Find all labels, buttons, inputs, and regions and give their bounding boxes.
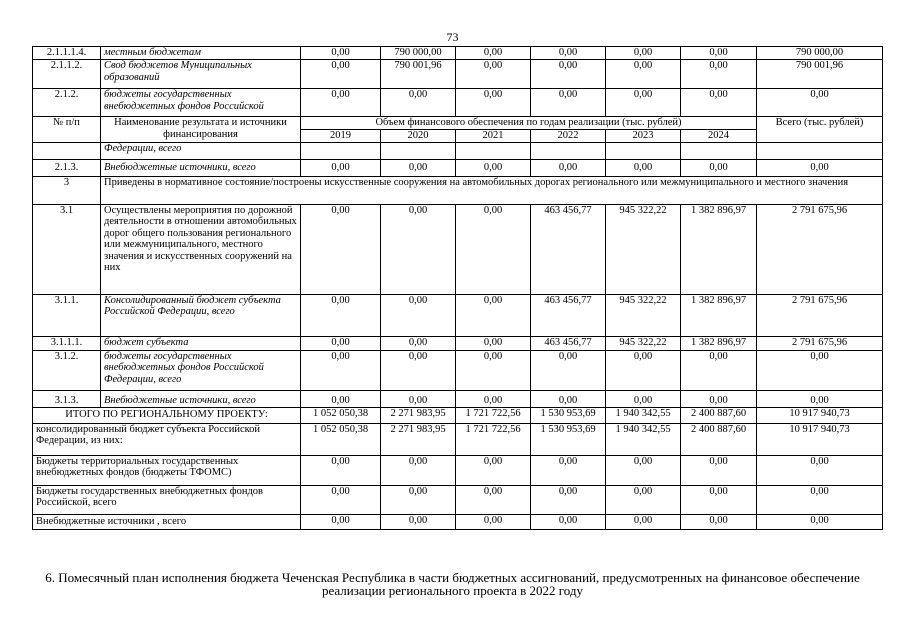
cell-2019: 0,00	[301, 336, 381, 350]
cell-2024: 1 382 896,97	[681, 204, 757, 294]
header-year: 2020	[381, 129, 456, 142]
cell-2020: 0,00	[381, 455, 456, 485]
row-number: 3.1.2.	[33, 350, 101, 390]
totals-label: Внебюджетные источники , всего	[33, 514, 301, 529]
cell-2021: 0,00	[456, 204, 531, 294]
cell-2020: 0,00	[381, 159, 456, 176]
row-number: 2.1.1.2.	[33, 60, 101, 89]
cell-2023: 945 322,22	[606, 204, 681, 294]
cell-2022: 463 456,77	[531, 204, 606, 294]
cell-2021: 0,00	[456, 455, 531, 485]
row-name: Свод бюджетов Муниципальных образований	[101, 60, 301, 89]
cell-2024: 0,00	[681, 47, 757, 60]
cell-2022: 0,00	[531, 455, 606, 485]
cell-2024: 0,00	[681, 485, 757, 514]
cell-2019: 0,00	[301, 514, 381, 529]
cell-2021: 1 721 722,56	[456, 423, 531, 455]
cell-2020: 790 000,00	[381, 47, 456, 60]
cell-2021: 0,00	[456, 47, 531, 60]
row-name: Внебюджетные источники, всего	[101, 159, 301, 176]
cell-2020: 0,00	[381, 514, 456, 529]
cell-total: 790 001,96	[757, 60, 883, 89]
row-number: 3.1.1.1.	[33, 336, 101, 350]
cell-total: 0,00	[757, 485, 883, 514]
cell-2023: 0,00	[606, 60, 681, 89]
cell-2019: 0,00	[301, 455, 381, 485]
header-year: 2021	[456, 129, 531, 142]
cell-2024: 0,00	[681, 390, 757, 407]
totals-row	[33, 514, 883, 529]
cell-2021: 0,00	[456, 514, 531, 529]
cell-2020: 0,00	[381, 485, 456, 514]
cell-2021: 0,00	[456, 390, 531, 407]
row-name: бюджет субъекта	[101, 336, 301, 350]
section-number: 3	[33, 176, 101, 204]
cell-2023: 1 940 342,55	[606, 407, 681, 423]
table-row	[33, 294, 883, 336]
cell-2022: 0,00	[531, 485, 606, 514]
cell-2019: 0,00	[301, 47, 381, 60]
cell-total: 0,00	[757, 89, 883, 117]
row-name: Федерации, всего	[101, 142, 301, 159]
cell-2024: 0,00	[681, 60, 757, 89]
totals-row	[33, 455, 883, 485]
table-row	[33, 350, 883, 390]
cell-2020: 0,00	[381, 336, 456, 350]
row-number: 3.1.3.	[33, 390, 101, 407]
cell-total: 0,00	[757, 514, 883, 529]
cell-2019: 0,00	[301, 350, 381, 390]
totals-row	[33, 423, 883, 455]
section-row	[33, 176, 883, 204]
cell-total: 0,00	[757, 455, 883, 485]
cell-2022: 0,00	[531, 159, 606, 176]
cell-total: 790 000,00	[757, 47, 883, 60]
cell-2021: 0,00	[456, 294, 531, 336]
cell-total: 2 791 675,96	[757, 204, 883, 294]
cell-total: 10 917 940,73	[757, 407, 883, 423]
cell-2022: 463 456,77	[531, 336, 606, 350]
totals-label: консолидированный бюджет субъекта Российской Федерации, из них:	[33, 423, 301, 455]
cell-2023: 0,00	[606, 47, 681, 60]
row-name: местным бюджетам	[101, 47, 301, 60]
cell-2019: 0,00	[301, 204, 381, 294]
cell-2023: 0,00	[606, 485, 681, 514]
cell-2019: 0,00	[301, 485, 381, 514]
header-year: 2019	[301, 129, 381, 142]
cell-2019: 1 052 050,38	[301, 407, 381, 423]
cell-2020: 790 001,96	[381, 60, 456, 89]
cell-2020: 2 271 983,95	[381, 423, 456, 455]
cell-total: 0,00	[757, 390, 883, 407]
row-number	[33, 142, 101, 159]
page-number: 73	[446, 30, 459, 44]
cell-2024: 2 400 887,60	[681, 407, 757, 423]
row-name: Консолидированный бюджет субъекта Российской Федерации, всего	[101, 294, 301, 336]
totals-label: Бюджеты государственных внебюджетных фондов Российской, всего	[33, 485, 301, 514]
cell-2021: 0,00	[456, 336, 531, 350]
cell-2020: 0,00	[381, 294, 456, 336]
table-row	[33, 336, 883, 350]
row-name: Внебюджетные источники, всего	[101, 390, 301, 407]
header-year: 2022	[531, 129, 606, 142]
cell-2019: 0,00	[301, 89, 381, 117]
cell-2022: 463 456,77	[531, 294, 606, 336]
cell-2021: 0,00	[456, 159, 531, 176]
cell-2020: 0,00	[381, 350, 456, 390]
cell-2021: 0,00	[456, 60, 531, 89]
row-number: 2.1.2.	[33, 89, 101, 117]
cell-2020: 0,00	[381, 390, 456, 407]
totals-row	[33, 407, 883, 423]
header-row	[33, 117, 883, 130]
cell-2023: 1 940 342,55	[606, 423, 681, 455]
cell-2022: 0,00	[531, 89, 606, 117]
cell-2019: 0,00	[301, 60, 381, 89]
cell-2019: 0,00	[301, 390, 381, 407]
totals-label: ИТОГО ПО РЕГИОНАЛЬНОМУ ПРОЕКТУ:	[33, 407, 301, 423]
cell-2024: 0,00	[681, 455, 757, 485]
cell-total: 2 791 675,96	[757, 294, 883, 336]
table-row	[33, 47, 883, 60]
cell-2022: 0,00	[531, 514, 606, 529]
row-number: 2.1.1.1.4.	[33, 47, 101, 60]
totals-label: Бюджеты территориальных государственных внебюджетных фондов (бюджеты ТФОМС)	[33, 455, 301, 485]
section-title: Приведены в нормативное состояние/построены искусственные сооружения на автомобильных дорогах регионального или межмуниципального и местного значения	[101, 176, 883, 204]
table-row	[33, 142, 883, 159]
cell-2024: 0,00	[681, 89, 757, 117]
cell-2024: 2 400 887,60	[681, 423, 757, 455]
cell-2024: 0,00	[681, 350, 757, 390]
header-year: 2024	[681, 129, 757, 142]
cell-2022: 1 530 953,69	[531, 407, 606, 423]
cell-2021: 1 721 722,56	[456, 407, 531, 423]
table-row	[33, 390, 883, 407]
row-number: 2.1.3.	[33, 159, 101, 176]
budget-table	[32, 46, 883, 530]
cell-2022: 0,00	[531, 47, 606, 60]
cell-2020: 0,00	[381, 89, 456, 117]
cell-2024: 0,00	[681, 159, 757, 176]
cell-2024: 0,00	[681, 514, 757, 529]
table-row	[33, 159, 883, 176]
cell-total: 10 917 940,73	[757, 423, 883, 455]
totals-row	[33, 485, 883, 514]
row-name: Осуществлены мероприятия по дорожной деятельности в отношении автомобильных дорог общего пользования регионального или межмуниципального, местного значения и искусственных сооружений на них	[101, 204, 301, 294]
row-number: 3.1.1.	[33, 294, 101, 336]
cell-2023: 0,00	[606, 89, 681, 117]
header-name: Наименование результата и источники финансирования	[101, 117, 301, 143]
cell-2023: 0,00	[606, 514, 681, 529]
cell-2023: 0,00	[606, 455, 681, 485]
cell-2024: 1 382 896,97	[681, 336, 757, 350]
cell-2023: 0,00	[606, 159, 681, 176]
cell-2024: 1 382 896,97	[681, 294, 757, 336]
table-row	[33, 60, 883, 89]
cell-2022: 0,00	[531, 350, 606, 390]
table-row	[33, 89, 883, 117]
cell-2022: 0,00	[531, 390, 606, 407]
header-total: Всего (тыс. рублей)	[757, 117, 883, 143]
cell-2021: 0,00	[456, 485, 531, 514]
cell-2019: 0,00	[301, 294, 381, 336]
cell-2022: 1 530 953,69	[531, 423, 606, 455]
cell-2020: 0,00	[381, 204, 456, 294]
cell-2023: 0,00	[606, 390, 681, 407]
cell-2021: 0,00	[456, 350, 531, 390]
cell-total: 0,00	[757, 350, 883, 390]
cell-2023: 945 322,22	[606, 336, 681, 350]
cell-2020: 2 271 983,95	[381, 407, 456, 423]
cell-2023: 0,00	[606, 350, 681, 390]
row-name: бюджеты государственных внебюджетных фондов Российской Федерации, всего	[101, 350, 301, 390]
row-name: бюджеты государственных внебюджетных фондов Российской	[101, 89, 301, 117]
cell-total: 0,00	[757, 159, 883, 176]
cell-2022: 0,00	[531, 60, 606, 89]
cell-2023: 945 322,22	[606, 294, 681, 336]
table-row	[33, 204, 883, 294]
header-year: 2023	[606, 129, 681, 142]
cell-2019: 0,00	[301, 159, 381, 176]
cell-2021: 0,00	[456, 89, 531, 117]
cell-total: 2 791 675,96	[757, 336, 883, 350]
row-number: 3.1	[33, 204, 101, 294]
header-funding-group: Объем финансового обеспечения по годам реализации (тыс. рублей)	[301, 117, 757, 130]
section-heading: 6. Помесячный план исполнения бюджета Чеченская Республика в части бюджетных ассигнований, предусмотренных на финансовое обеспечение реализации регионального проекта в 2022 году	[45, 570, 860, 598]
header-num: № п/п	[33, 117, 101, 143]
cell-2019: 1 052 050,38	[301, 423, 381, 455]
